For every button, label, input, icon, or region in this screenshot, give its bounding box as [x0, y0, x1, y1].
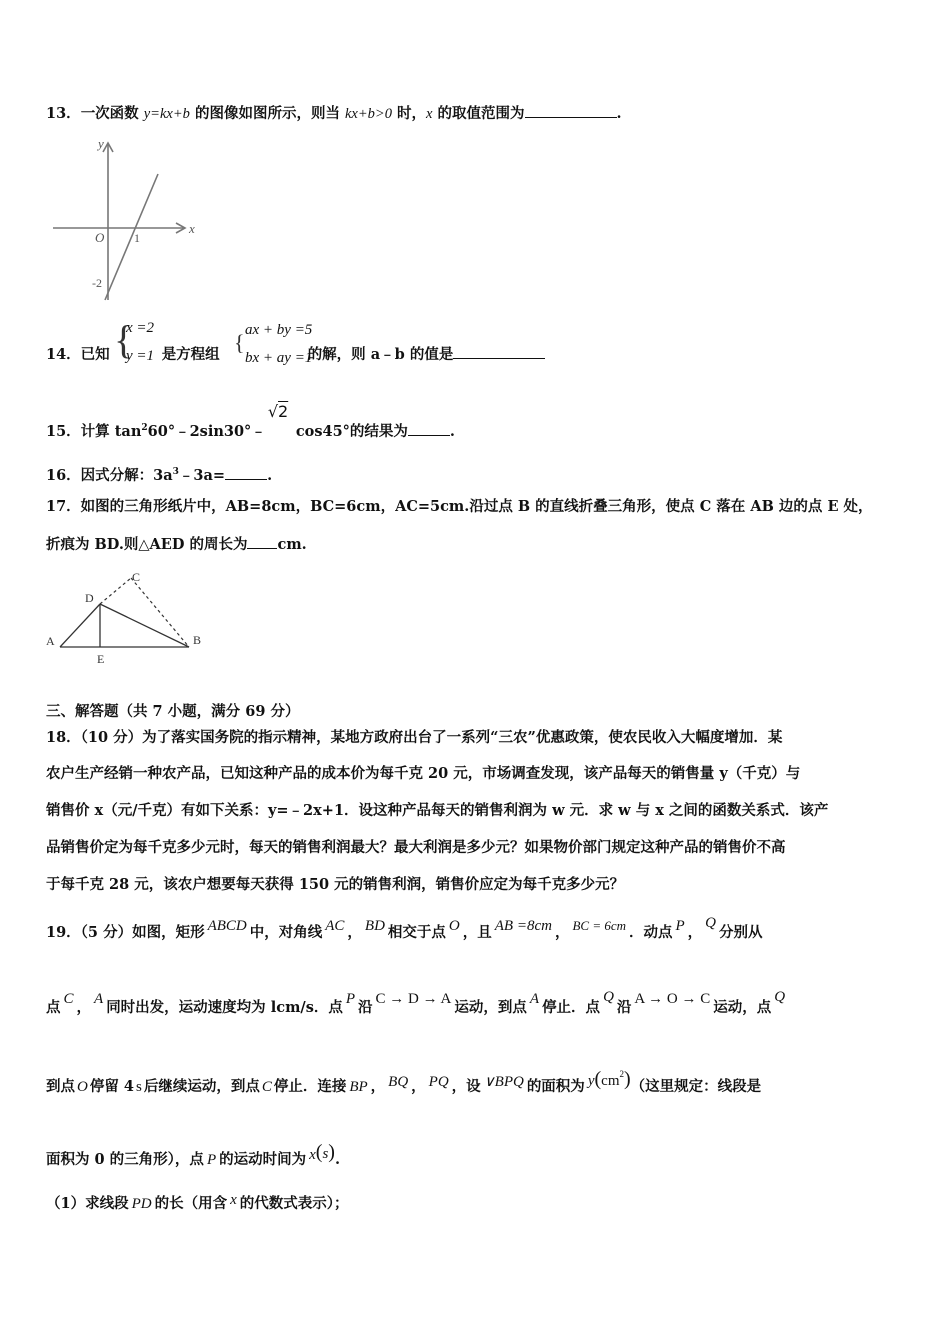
y-axis-label: y — [98, 136, 104, 151]
q15-text: 15．计算 $\tan^260^\circ﹣2\sin 30^\circ﹣$ √2 cos45°的结果为 . — [46, 402, 455, 440]
answer-blank — [453, 344, 545, 359]
answer-blank — [225, 465, 267, 480]
x-axis-label: x — [189, 221, 195, 236]
vertex-label-E: E — [97, 652, 105, 666]
origin-label: O — [95, 230, 105, 245]
sqrt-2: √2 — [267, 402, 289, 421]
q18-line4: 品销售价定为每千克多少元时，每天的销售利润最大？最大利润是多少元？如果物价部门规定这种产品的销售价不高 — [46, 839, 786, 856]
q16-text: 16．因式分解：$3a^3﹣3a=$ . — [46, 466, 273, 484]
q19-line4: 面积为 0 的三角形），点 P 的运动时间为 x(s). — [46, 1141, 341, 1168]
q19-line3: 到点 O 停留 4 s 后继续运动，到点 C 停止．连接 BP ， BQ ， PQ ，设 ∨BPQ 的面积为 $y(cm^2)$（这里规定：线段是 — [46, 1067, 762, 1095]
answer-blank — [525, 103, 617, 118]
q18-line2: 农户生产经销一种农产品，已知这种产品的成本价为每千克 20 元，市场调查发现，该产品每天的销售量 y（千克）与 — [46, 765, 801, 782]
y-tick-label: -2 — [92, 276, 102, 290]
section-heading: 三、解答题（共 7 小题，满分 69 分） — [46, 703, 300, 720]
q17-line1: 17．如图的三角形纸片中，AB=8cm，BC=6cm，AC=5cm.沿过点 B 的直线折叠三角形，使点 C 落在 AB 边的点 E 处， — [46, 498, 873, 515]
vertex-label-C: C — [132, 570, 141, 584]
vertex-label-D: D — [85, 591, 94, 605]
q18-line1: 18．（10 分）为了落实国务院的指示精神，某地方政府出台了一系列“三农”优惠政策，使农民收入大幅度增加．某 — [46, 729, 783, 746]
q14-text: 14．已知 是方程组 的解，则 a﹣b 的值是 — [46, 344, 545, 365]
q19-part1: （1）求线段 PD 的长（用含 x 的代数式表示）； — [46, 1192, 349, 1212]
answer-blank — [408, 421, 450, 436]
vertex-label-A: A — [46, 634, 55, 648]
q13-text: 13．一次函数 y=kx+b 的图像如图所示，则当 kx+b>0 时，x 的取值范围为 . — [46, 105, 622, 122]
answer-blank — [247, 534, 277, 549]
triangle-fold-figure — [42, 566, 217, 670]
q17-line2: 折痕为 BD.则△AED 的周长为 cm. — [46, 536, 307, 553]
q18-line3: 销售价 x（元/千克）有如下关系：y=﹣2x+1．设这种产品每天的销售利润为 w 元．求 w 与 x 之间的函数关系式．该产 — [46, 802, 829, 819]
graph-linear-function — [48, 132, 208, 304]
q19-line2: 点 C ， A 同时出发，运动速度均为 lcm/s．点 P 沿 C → D → A 运动，到点 A 停止．点Q沿 A → O → C 运动，点Q — [46, 989, 786, 1016]
q19-line1: 19．（5 分）如图，矩形 ABCD 中，对角线 AC ， BD 相交于点 O ，且 AB =8cm ， BC = 6cm ．动点 P ，Q分别从 — [46, 915, 763, 941]
x-tick-label: 1 — [134, 231, 140, 245]
vertex-label-B: B — [193, 633, 202, 647]
q18-line5: 于每千克 28 元，该农户想要每天获得 150 元的销售利润，销售价应定为每千克多少元？ — [46, 876, 625, 893]
